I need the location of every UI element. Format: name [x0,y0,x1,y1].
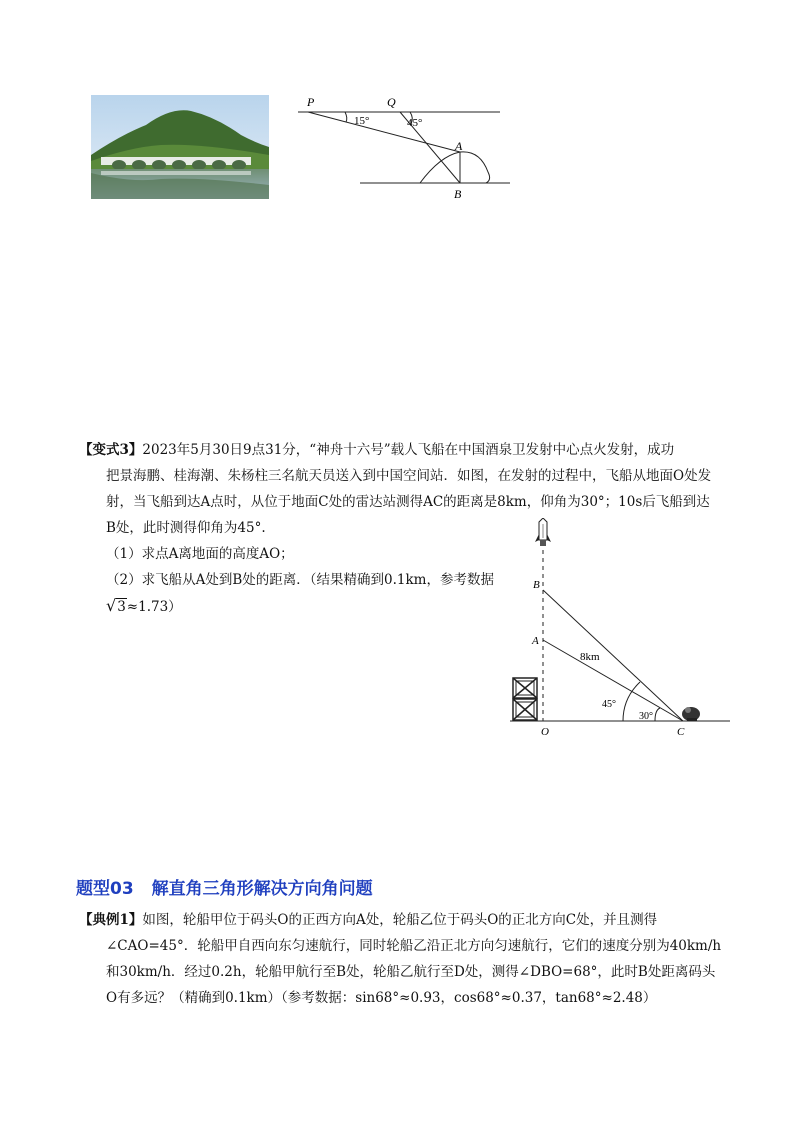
angle-arc-30 [655,708,660,721]
example-1-line-4: O有多远？（精确到0.1km）（参考数据：sin68°≈0.93，cos68°≈0.37，tan68°≈2.48） [106,990,657,1006]
variant-3-line-3: 射，当飞船到达A点时，从位于地面C处的雷达站测得AC的距离是8km，仰角为30°；10s后飞船到达 [106,494,710,510]
label-angle-45: 45° [407,117,423,129]
figure-rocket-launch [505,518,735,743]
section-number: 题型03 [76,879,134,899]
question-2: （2）求飞船从A处到B处的距离．（结果精确到0.1km，参考数据 [106,572,494,588]
label-b: B [454,187,462,201]
sqrt-value: 3 [117,599,126,615]
bridge-landscape-photo [91,95,269,199]
label-8km: 8km [580,651,600,663]
variant-3-line-2: 把景海鹏、桂海潮、朱杨柱三名航天员送入到中国空间站．如图，在发射的过程中，飞船从地面O处发 [106,468,712,484]
label-angle-45: 45° [602,699,616,710]
example-1-line-2: ∠CAO=45°．轮船甲自西向东匀速航行，同时轮船乙沿正北方向匀速航行，它们的速度分别为40km/h [106,938,722,954]
question-2-ref: √3≈1.73） [106,596,182,615]
label-q: Q [387,95,396,109]
sqrt-symbol: √ [106,596,117,615]
question-1: （1）求点A离地面的高度AO； [106,546,294,562]
variant-3-line-4: B处，此时测得仰角为45°. [106,520,266,536]
label-angle-15: 15° [354,115,370,127]
label-p: P [307,95,315,109]
variant-3-line-1: 【变式3】2023年5月30日9点31分，“神舟十六号”载人飞船在中国酒泉卫发射中心点火发射，成功 [79,442,675,458]
section-title: 解直角三角形解决方向角问题 [151,879,373,899]
radar-icon [682,707,700,721]
label-a: A [455,139,463,153]
launch-tower-icon [513,678,537,720]
line-pa [308,112,460,152]
example-1-line-1: 【典例1】如图，轮船甲位于码头O的正西方向A处，轮船乙位于码头O的正北方向C处，并且测得 [79,912,658,928]
figure-pq-angles [290,90,520,205]
label-o: O [541,726,549,738]
example-1-tag: 【典例1】 [79,912,143,928]
label-a: A [532,635,539,647]
example-1-line-3: 和30km/h．经过0.2h，轮船甲航行至B处，轮船乙航行至D处，测得∠DBO=68°，此时B处距离码头 [106,964,716,980]
example-1-problem [79,907,721,1011]
label-b: B [533,579,540,591]
label-c: C [677,726,685,738]
section-heading [76,874,373,899]
variant-3-tag: 【变式3】 [79,442,143,458]
rocket-icon [535,518,551,546]
label-angle-30: 30° [639,711,653,722]
angle-arc-p [345,112,347,122]
island-outline [420,152,490,183]
